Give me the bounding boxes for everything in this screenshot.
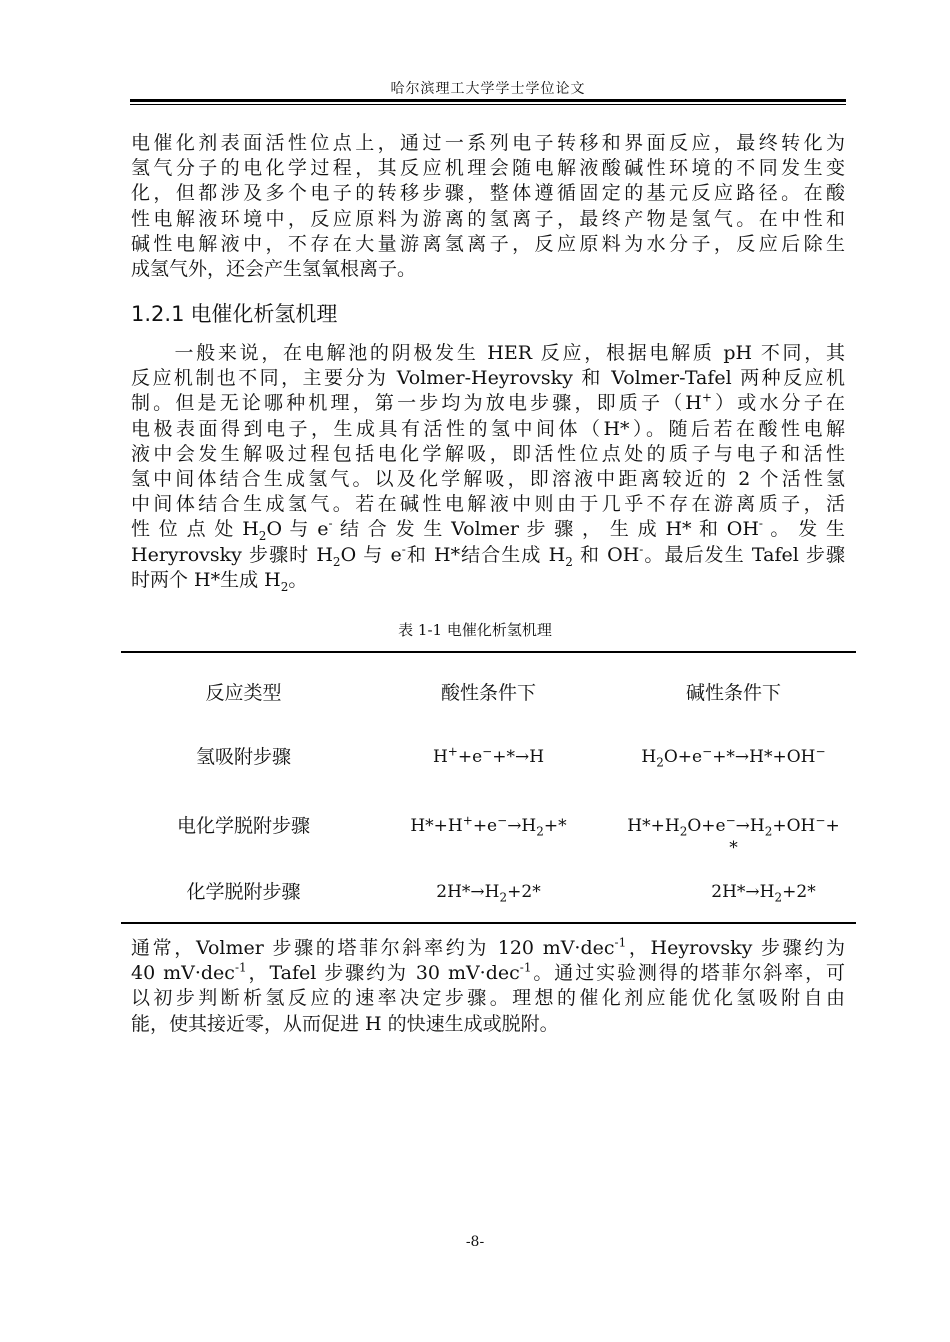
text-line bbox=[131, 543, 845, 568]
text-run: 通常，Volmer 步骤的塔菲尔斜率约为 120 mV·dec bbox=[131, 937, 615, 959]
table-cell: $2H*\to H_2+2*$ bbox=[436, 882, 541, 905]
superscript: -1 bbox=[234, 960, 247, 975]
text-run: 。 bbox=[288, 568, 308, 591]
table-cell: $H_2O+e^-+*\to H*+OH^-$ bbox=[641, 744, 826, 770]
superscript: - bbox=[639, 542, 644, 557]
text-line: 电极表面得到电子，生成具有活性的氢中间体（H*）。随后若在酸性电解 bbox=[131, 417, 845, 440]
text-line: 一般来说，在电解池的阴极发生 HER 反应，根据电解质 pH 不同，其 bbox=[131, 342, 845, 364]
text-run: 。最后发生 Tafel 步骤 bbox=[643, 543, 846, 566]
running-header: 哈尔滨理工大学学士学位论文 bbox=[390, 81, 586, 97]
text-run: 性 位 点 处 H bbox=[131, 518, 259, 541]
paragraph-2 bbox=[131, 341, 845, 593]
table-cell: $2H*\to H_2+2*$ bbox=[711, 882, 816, 905]
header-rule-thin bbox=[130, 104, 846, 105]
header-rule-thick bbox=[130, 99, 846, 102]
text-line: 能，使其接近零，从而促进 H 的快速生成或脱附。 bbox=[131, 1012, 559, 1035]
text-run: ）或水分子在 bbox=[711, 392, 845, 415]
text-run: 时两个 H*生成 H bbox=[131, 568, 281, 591]
text-run: 。通过实验测得的塔菲尔斜率，可 bbox=[531, 962, 846, 985]
table-row-label: 氢吸附步骤 bbox=[195, 746, 291, 768]
table-caption: 表 1-1 电催化析氢机理 bbox=[398, 621, 552, 639]
table-header-cell: 反应类型 bbox=[205, 682, 282, 704]
table-cell: H++e−+*→H bbox=[432, 744, 545, 767]
subscript: 2 bbox=[332, 554, 341, 569]
text-line: 成氢气外，还会产生氢氧根离子。 bbox=[131, 258, 417, 281]
text-run: ，Tafel 步骤约为 30 mV·dec bbox=[246, 962, 520, 985]
text-line bbox=[131, 568, 845, 593]
text-run: 。 发 生 bbox=[762, 518, 845, 541]
paragraph-3 bbox=[131, 936, 845, 1037]
text-line: 氢气分子的电化学过程，其反应机理会随电解液酸碱性环境的不同发生变 bbox=[131, 157, 845, 180]
text-line: 反应机制也不同，主要分为 Volmer-Heyrovsky 和 Volmer-Tafel 两种反应机 bbox=[131, 367, 845, 390]
text-line: 碱性电解液中，不存在大量游离氢离子，反应原料为水分子，反应后除生 bbox=[131, 232, 845, 255]
text-line bbox=[131, 517, 845, 542]
text-run: ，Heyrovsky 步骤约为 bbox=[626, 937, 846, 959]
superscript: -1 bbox=[519, 960, 532, 975]
table-header-cell: 碱性条件下 bbox=[685, 682, 781, 704]
table-cell: $H*+H_2O+e^-\to H_2+OH^-+$ * bbox=[627, 813, 840, 858]
text-run: 和 OH bbox=[572, 543, 640, 566]
page-number: -8- bbox=[465, 1234, 485, 1250]
text-run: 制。但是无论哪种机理，第一步均为放电步骤，即质子（H bbox=[131, 392, 702, 415]
section-title: 电催化析氢机理 bbox=[190, 302, 338, 326]
table-row-label: 电化学脱附步骤 bbox=[176, 815, 310, 837]
table-cell: $H*+H^++e^-\to H_2+*$ bbox=[410, 813, 567, 839]
text-line: 氢中间体结合生成氢气。以及化学解吸，即溶液中距离较近的 2 个活性氢 bbox=[131, 468, 845, 491]
text-line bbox=[131, 936, 845, 961]
text-line: 液中会发生解吸过程包括电化学解吸，即活性位点处的质子与电子和活性 bbox=[131, 442, 845, 465]
section-number: 1.2.1 bbox=[131, 302, 185, 326]
superscript: + bbox=[701, 391, 712, 406]
text-line bbox=[131, 961, 845, 986]
subscript: 2 bbox=[280, 579, 289, 594]
text-line bbox=[131, 391, 845, 416]
text-line: 以初步判断析氢反应的速率决定步骤。理想的催化剂应能优化氢吸附自由 bbox=[131, 987, 845, 1010]
subscript: 2 bbox=[565, 554, 573, 569]
superscript: - bbox=[758, 517, 763, 532]
table-header-cell: 酸性条件下 bbox=[440, 682, 536, 704]
text-run: 结 合 发 生 Volmer 步 骤 ， 生 成 H* 和 OH bbox=[332, 518, 759, 541]
superscript: - bbox=[401, 542, 406, 557]
table-row-label: 化学脱附步骤 bbox=[186, 881, 301, 903]
table-bottom-rule bbox=[121, 922, 856, 924]
text-run: O 与 e bbox=[340, 543, 402, 566]
text-run: 和 H*结合生成 H bbox=[405, 543, 566, 566]
text-line: 中间体结合生成氢气。若在碱性电解液中则由于几乎不存在游离质子，活 bbox=[131, 493, 845, 516]
superscript: - bbox=[328, 517, 333, 532]
text-run: 40 mV·dec bbox=[131, 962, 235, 985]
text-run: Heryrovsky 步骤时 H bbox=[131, 543, 333, 566]
text-line: 电催化剂表面活性位点上，通过一系列电子转移和界面反应，最终转化为 bbox=[131, 132, 845, 154]
text-line: 化，但都涉及多个电子的转移步骤，整体遵循固定的基元反应路径。在酸 bbox=[131, 182, 845, 205]
paragraph-1 bbox=[131, 131, 845, 282]
table-top-rule bbox=[121, 651, 856, 653]
text-line: 性电解液环境中，反应原料为游离的氢离子，最终产物是氢气。在中性和 bbox=[131, 207, 845, 230]
superscript: -1 bbox=[614, 935, 627, 950]
section-heading bbox=[131, 298, 343, 328]
subscript: 2 bbox=[258, 529, 267, 544]
text-run: O 与 e bbox=[266, 518, 329, 541]
